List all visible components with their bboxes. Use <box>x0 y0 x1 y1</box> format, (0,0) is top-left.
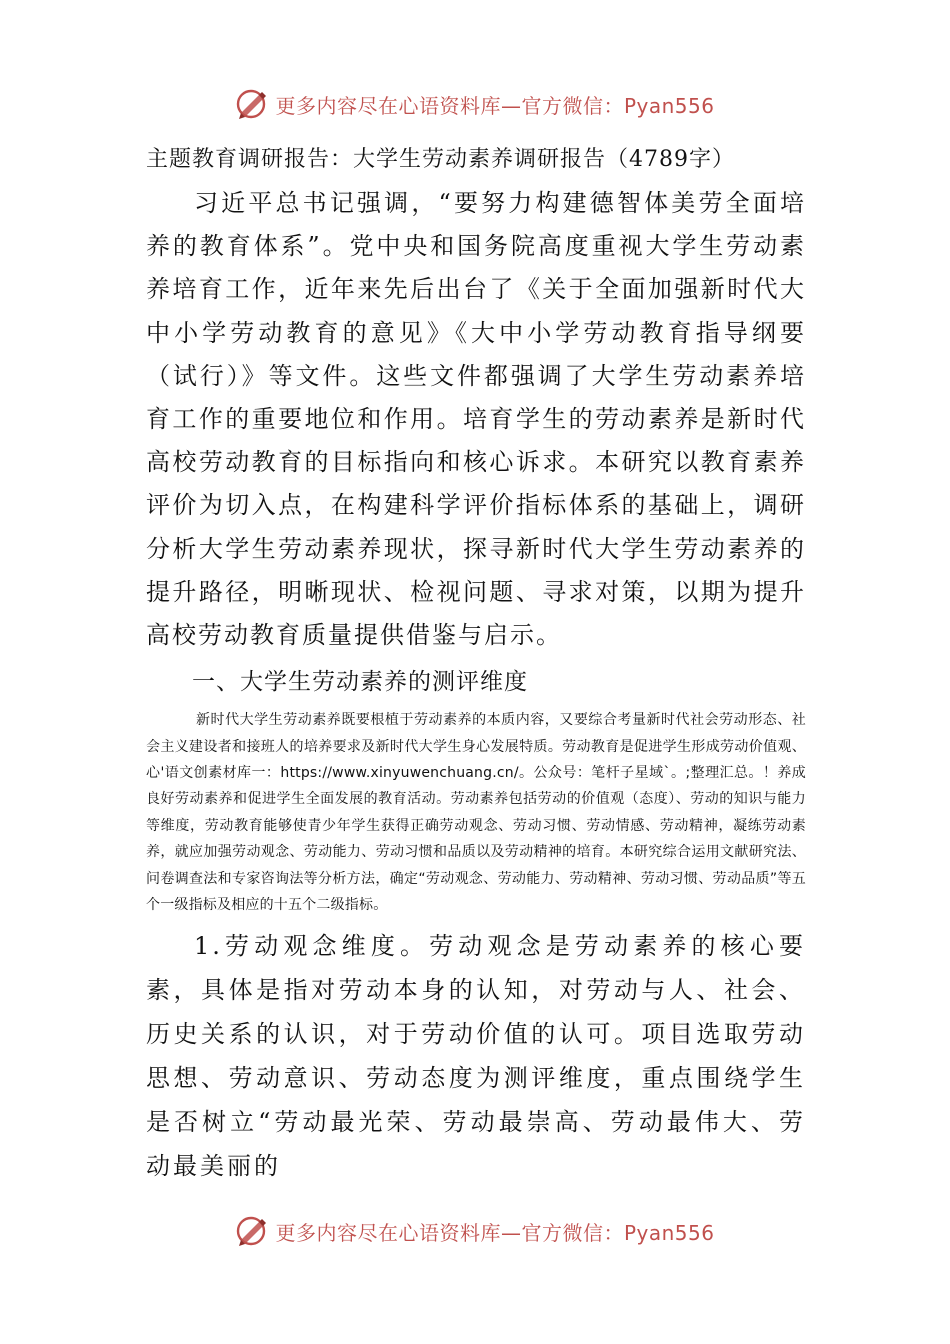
header-watermark <box>0 84 950 124</box>
subsection-paragraph: 1.劳动观念维度。劳动观念是劳动素养的核心要素，具体是指对劳动本身的认知，对劳动与人、社会、历史关系的认识，对于劳动价值的认可。项目选取劳动思想、劳动意识、劳动态度为测评维度，重点围绕学生是否树立“劳动最光荣、劳动最崇高、劳动最伟大、劳动最美丽的 <box>146 932 806 1181</box>
section-paragraph: 新时代大学生劳动素养既要根植于劳动素养的本质内容，又要综合考量新时代社会劳动形态、社会主义建设者和接班人的培养要求及新时代大学生身心发展特质。劳动教育是促进学生形成劳动价值观、心'语文创素材库一：https://www.xinyuwenchuang.cn/。公众号：笔杆子星域`。;整理汇总。！养成良好劳动素养和促进学生全面发展的教育活动。劳动素养包括劳动的价值观（态度）、劳动的知识与能力等维度，劳动教育能够使青少年学生获得正确劳动观念、劳动习惯、劳动情感、劳动精神，凝练劳动素养，就应加强劳动观念、劳动能力、劳动习惯和品质以及劳动精神的培育。本研究综合运用文献研究法、问卷调查法和专家咨询法等分析方法，确定“劳动观念、劳动能力、劳动精神、劳动习惯、劳动品质”等五个一级指标及相应的十五个二级指标。 <box>146 712 806 914</box>
document-title: 主题教育调研报告：大学生劳动素养调研报告（4789字） <box>146 147 735 172</box>
pen-logo-icon <box>235 1214 269 1248</box>
document-body <box>146 140 806 1188</box>
pen-logo-icon <box>235 87 269 121</box>
footer-watermark <box>0 1211 950 1251</box>
intro-paragraph: 习近平总书记强调，“要努力构建德智体美劳全面培养的教育体系”。党中央和国务院高度重视大学生劳动素养培育工作，近年来先后出台了《关于全面加强新时代大中小学劳动教育的意见》《大中小学劳动教育指导纲要（试行）》等文件。这些文件都强调了大学生劳动素养培育工作的重要地位和作用。培育学生的劳动素养是新时代高校劳动教育的目标指向和核心诉求。本研究以教育素养评价为切入点，在构建科学评价指标体系的基础上，调研分析大学生劳动素养现状，探寻新时代大学生劳动素养的提升路径，明晰现状、检视问题、寻求对策，以期为提升高校劳动教育质量提供借鉴与启示。 <box>146 189 806 650</box>
watermark-text: 更多内容尽在心语资料库—官方微信：Pyan556 <box>275 93 715 118</box>
watermark-text: 更多内容尽在心语资料库—官方微信：Pyan556 <box>275 1220 715 1245</box>
section-heading: 一、大学生劳动素养的测评维度 <box>192 669 528 696</box>
